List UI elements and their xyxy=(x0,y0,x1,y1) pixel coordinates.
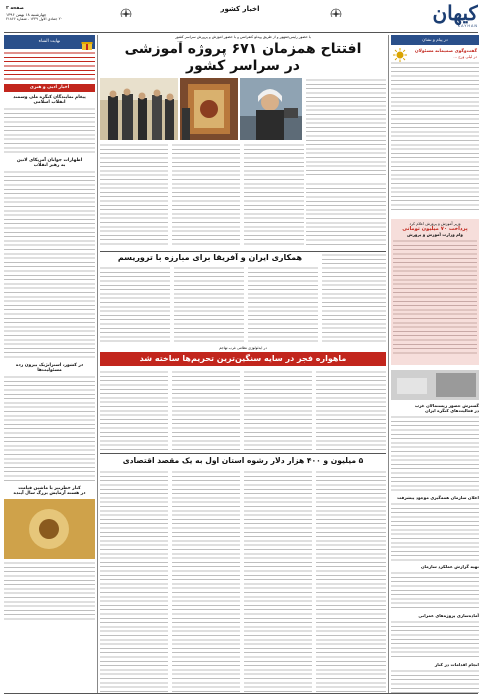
right-text-6 xyxy=(391,669,479,693)
main-headline-line1: افتتاح همزمان ۶۷۱ پروژه آموزشی xyxy=(124,41,362,57)
satellite-headline: ماهواره فجر در سایه سنگین‌ترین تحریم‌ها ساخته شد xyxy=(139,354,347,363)
page-number: صفحه ۲ xyxy=(6,6,24,11)
right-text-block xyxy=(391,61,479,213)
right-sub-heading-2: در لیلی ورج ... xyxy=(453,54,477,59)
date-line-2: ۲۰ جمادی الاول ۱۴۳۹ - شماره ۲۱۸۶۶ xyxy=(6,17,63,21)
right-small-photo xyxy=(391,370,479,400)
left-head-5: کنار خطرنیز با ماشین قیامت xyxy=(18,486,81,491)
right-text-2 xyxy=(391,415,479,493)
bottom-text-2 xyxy=(172,470,240,692)
africa-text-1 xyxy=(100,266,170,343)
story-text-2 xyxy=(172,143,240,248)
left-head-1: اخبار ادبی و هنری xyxy=(29,85,70,90)
right-article-head-6: انجام اقدامات در کنار xyxy=(434,662,479,667)
left-head-3: اظهارات جوانان آمریکای لاتین xyxy=(16,158,83,163)
compass-icon xyxy=(120,5,132,17)
satellite-kicker: در ایدئولوژی نظامی غرب تهاجم xyxy=(219,346,267,350)
column-divider xyxy=(388,35,389,693)
satellite-text-2 xyxy=(172,370,240,450)
rule-3 xyxy=(100,453,386,454)
right-article-head-2: در فعالیت‌های کنگره ایران xyxy=(425,408,479,413)
left-text-2 xyxy=(4,170,95,360)
right-banner xyxy=(391,35,479,45)
right-column xyxy=(391,35,479,693)
left-head-4: در کشور، استراتژیک بیرون زده xyxy=(15,363,84,368)
main-headline xyxy=(100,41,386,75)
left-head-4b: مسئولیت‌ها xyxy=(37,368,62,373)
headline-africa: همکاری ایران و آفریقا برای مبارزه با تروریسم xyxy=(117,253,303,262)
bottom-text-1 xyxy=(100,470,168,692)
left-head-3b: به رهبر انقلاب xyxy=(33,163,66,168)
sun-icon xyxy=(393,47,407,61)
left-text-4 xyxy=(4,561,95,621)
africa-text-3 xyxy=(248,266,318,343)
bottom-text-4 xyxy=(316,470,386,692)
box-title: پرداخت ۷۰ میلیون تومانی xyxy=(402,226,468,232)
story-text-4 xyxy=(306,182,386,248)
left-column xyxy=(4,35,95,693)
photo-president-speech xyxy=(240,78,302,140)
right-article-head-4: تهیه گزارش عملکرد سازمان xyxy=(420,564,479,569)
compass-icon-2 xyxy=(330,5,342,17)
right-article-head-5: آماده‌سازی پروژه‌های عمرانی xyxy=(418,613,479,618)
satellite-text-1 xyxy=(100,370,168,450)
photo-carpet-exhibit xyxy=(180,78,238,140)
left-head-2b: انقلاب اسلامی xyxy=(33,100,66,105)
left-text-1 xyxy=(4,107,95,155)
left-banner xyxy=(4,35,95,49)
section-title: اخبار کشور xyxy=(220,5,260,13)
right-text-3 xyxy=(391,502,479,562)
kayhan-logo xyxy=(400,2,478,32)
lead-text-right xyxy=(306,78,386,178)
story-text-3 xyxy=(244,143,304,248)
bottom-text-3 xyxy=(244,470,312,692)
right-pink-box xyxy=(391,219,479,365)
right-banner-label: در پیام و نشان xyxy=(422,37,448,42)
logo-text: کیهان xyxy=(432,2,478,25)
photo-officials-standing xyxy=(100,78,178,140)
story-text-1 xyxy=(100,143,168,248)
gift-icon xyxy=(81,36,93,48)
column-divider-left xyxy=(97,35,98,693)
page-bottom-rule xyxy=(4,693,478,694)
satellite-text-3 xyxy=(244,370,312,450)
masthead-rule xyxy=(4,32,478,33)
right-sub-heading: گفت‌وگوی صمیمانه مسئولان xyxy=(414,49,477,54)
right-text-5 xyxy=(391,620,479,660)
box-text xyxy=(393,239,477,354)
left-head-1-bar xyxy=(4,84,95,92)
satellite-banner xyxy=(100,352,386,366)
left-intro-text xyxy=(4,51,95,81)
right-article-head-1: گسترش حضور زیستمالان غرب xyxy=(414,403,479,408)
right-text-4 xyxy=(391,571,479,611)
left-bottom-photo xyxy=(4,499,95,559)
left-banner-label: نهایت الشاه xyxy=(38,39,61,44)
rule-2 xyxy=(100,251,386,252)
main-headline-line2: در سراسر کشور xyxy=(186,58,300,74)
left-head-5b: در هسته آزمایش بزرگ سال آینده xyxy=(13,491,86,496)
right-article-head-3: اعلان سازمان همه‌گیری موجود پیشرفت xyxy=(397,495,479,500)
bribe-headline: ۵ میلیون و ۴۰۰ هزار دلار رشوه استان اول به یک مقصد اقتصادی xyxy=(122,456,364,465)
left-head-2: پیغام نمایندگان کنگره ملی وسمند xyxy=(13,95,86,100)
logo-latin: KAYHAN xyxy=(457,24,478,28)
africa-text-2 xyxy=(174,266,244,343)
page-info xyxy=(6,6,102,30)
date-line: چهارشنبه ۱۸ بهمن ۱۳۹۶ xyxy=(6,12,47,17)
box-kicker: وزیر آموزش و پرورش اعلام کرد xyxy=(409,221,461,226)
left-text-3 xyxy=(4,375,95,483)
box-subtitle: وام وزارت آموزش و پرورش xyxy=(407,232,463,237)
top-strip: با حضور رئیس‌جمهور و از طریق ویدئو کنفرانس و با حضور آموزش و پرورش سراسر کشور xyxy=(175,35,311,39)
satellite-text-4 xyxy=(316,370,386,450)
africa-text-right xyxy=(322,253,386,343)
